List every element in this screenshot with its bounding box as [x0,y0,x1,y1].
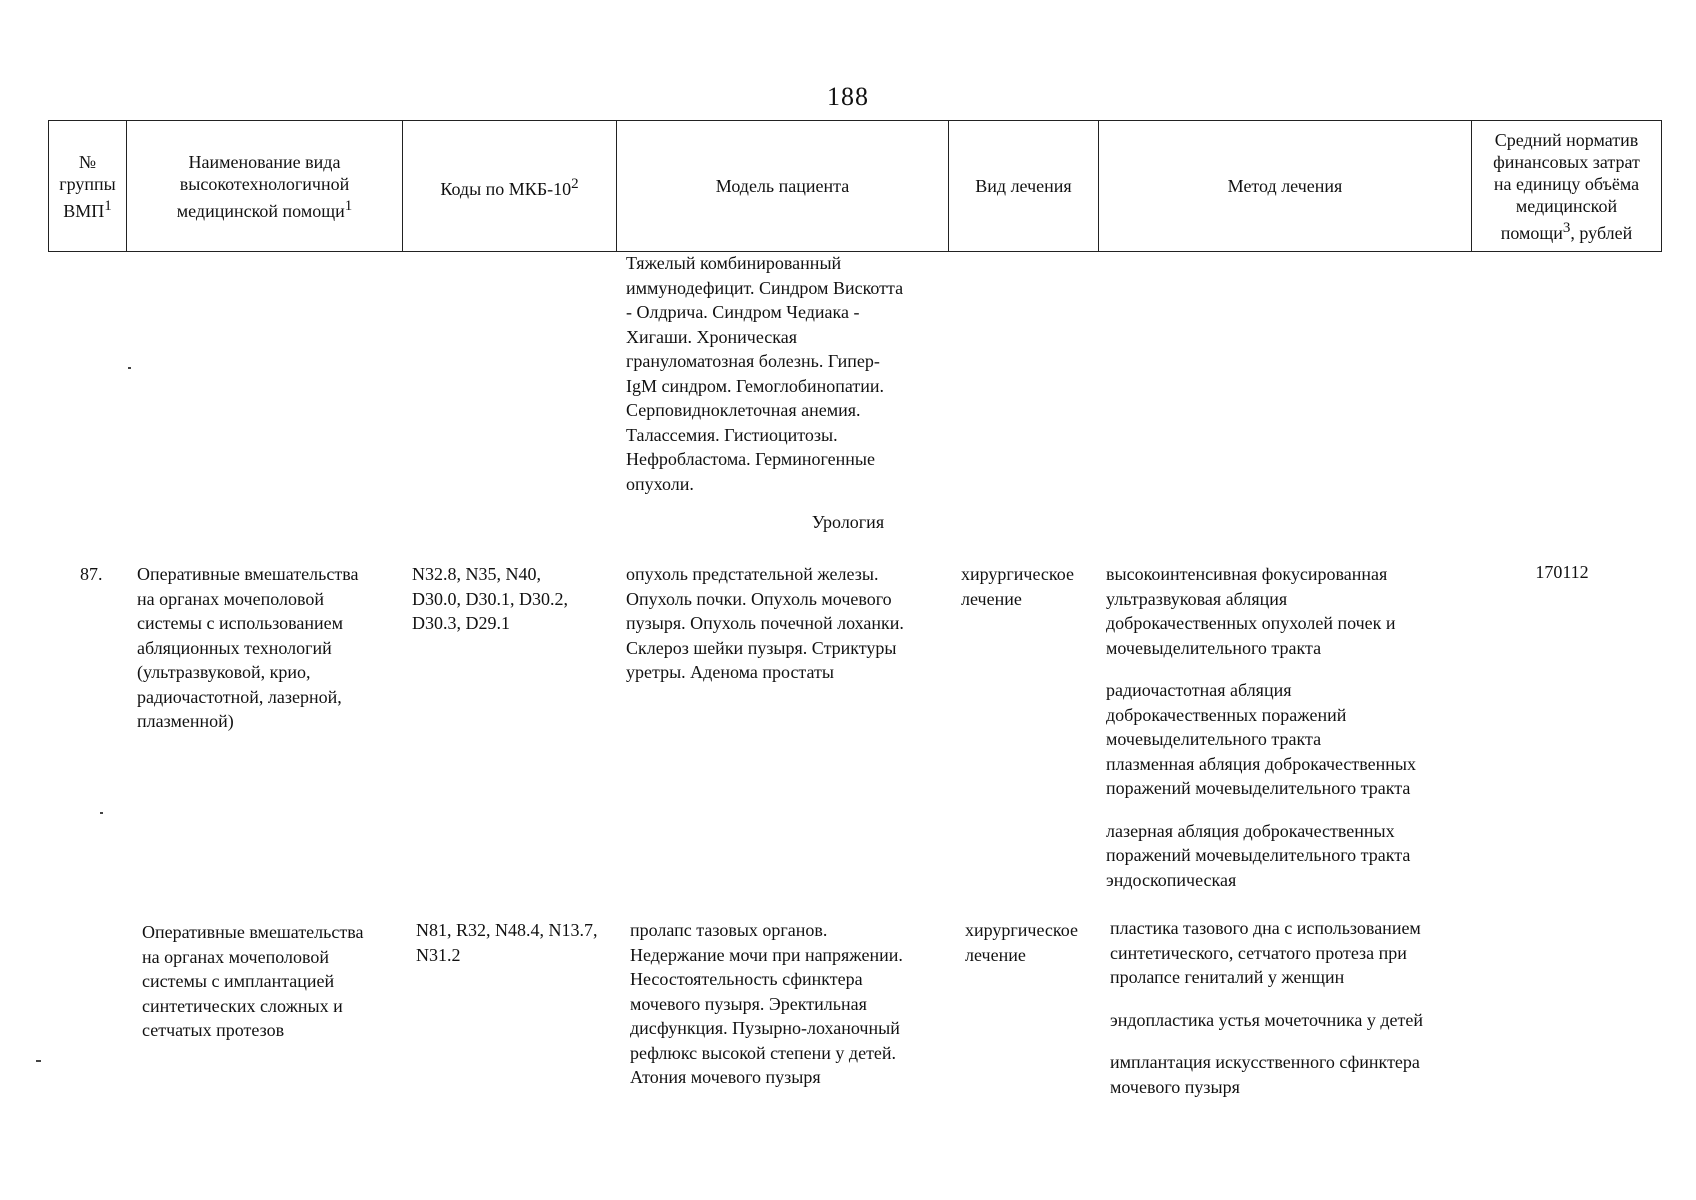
continuation-patient-model: Тяжелый комбинированный иммунодефицит. Синдром Вискотта - Олдрича. Синдром Чедиака - Хигаши. Хроническая грануломатозная болезнь. Гипер- IgM синдром. Гемоглобинопатии. Серповидноклеточная анемия. Талассемия. Гистиоцитозы. Нефробластома. Герминогенные опухоли. [626,253,904,494]
row-codes: N32.8, N35, N40, D30.0, D30.1, D30.2, D30.3, D29.1 [412,564,568,633]
header-patient-model: Модель пациента [617,121,949,252]
scan-speck [128,367,131,369]
table-header [48,120,1662,252]
row-patient-model: опухоль предстательной железы. Опухоль почки. Опухоль мочевого пузыря. Опухоль почечной лоханки. Склероз шейки пузыря. Стриктуры уретры. Аденома простаты [626,564,904,682]
header-treatment-type: Вид лечения [949,121,1099,252]
row-codes: N81, R32, N48.4, N13.7, N31.2 [416,920,598,965]
row-treatment-type: хирургическое лечение [965,920,1078,965]
header-name: Наименование вида высокотехнологичной медицинской помощи$^1$ [127,121,403,252]
header-group-number: № группы ВМП$^1$ [49,121,127,252]
scan-speck [100,812,103,814]
section-title: Урология [811,512,885,532]
header-codes: Коды по МКБ-$10^2$ [403,121,617,252]
row-methods: пластика тазового дна с использованием синтетического, сетчатого протеза при пролапсе гениталий у женщин эндопластика устья мочеточника у детей имплантация искусственного сфинктера мочевого пузыря [1110,918,1423,1097]
row-name: Оперативные вмешательства на органах мочеполовой системы с имплантацией синтетических сложных и сетчатых протезов [142,922,364,1040]
page-number: 188 [827,82,869,111]
header-method: Метод лечения [1099,121,1472,252]
row-methods: высокоинтенсивная фокусированная ультразвуковая абляция доброкачественных опухолей почек и мочевыделительного тракта радиочастотная абляция доброкачественных поражений мочевыделительного тракта плазменная абляция доброкачественных поражений мочевыделительного тракта лазерная абляция доброкачественных поражений мочевыделительного тракта эндоскопическая [1106,564,1417,890]
scan-speck [36,1060,41,1062]
row-number: 87. [80,564,103,584]
row-name: Оперативные вмешательства на органах мочеполовой системы с использованием абляционных технологий (ультразвуковой, крио, радиочастотной, лазерной, плазменной) [137,564,359,731]
header-cost: Средний норматив финансовых затрат на единицу объёма медицинской помощи$^3$, рублей [1472,121,1662,252]
row-cost: 170112 [1535,562,1589,582]
row-patient-model: пролапс тазовых органов. Недержание мочи при напряжении. Несостоятельность сфинктера мочевого пузыря. Эректильная дисфункция. Пузырно-лоханочный рефлюкс высокой степени у детей. Атония мочевого пузыря [630,920,903,1087]
row-treatment-type: хирургическое лечение [961,564,1074,609]
